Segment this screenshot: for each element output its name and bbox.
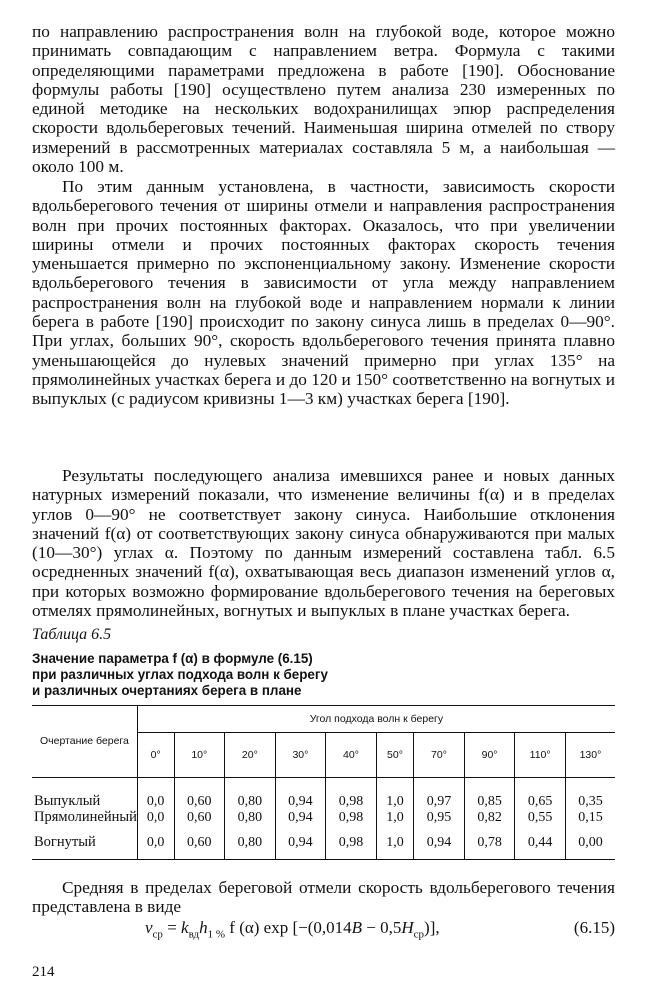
value-cell: 0,94: [414, 825, 465, 859]
value-cell: 0,98: [326, 794, 377, 810]
data-table: [32, 705, 615, 860]
paragraph-1-text: по направлению распространения волн на глубокой воде, которое можно принимать совпадающим с направлением ветра. Формула с такими определяющими параметрами предложена в работе [190]. Обоснование формулы работы [190] осуществлено путем анализа 230 измеренных по единой методике на нескольких водохранилищах эпюр распределения скорости вдольбереговых течений. Наименьшая ширина отмелей по створу измерений в рассмотренных материалах составляла 5 м, а наибольшая — около 100 м.: [32, 22, 615, 177]
value-cell: 0,00: [565, 825, 615, 859]
angle-header-cell: 70°: [414, 733, 465, 778]
value-cell: 1,0: [376, 810, 413, 826]
paragraph-3: [32, 466, 615, 620]
value-cell: 0,95: [414, 810, 465, 826]
value-cell: 1,0: [376, 794, 413, 810]
formula-number: (6.15): [573, 918, 615, 937]
value-cell: 0,60: [174, 810, 225, 826]
angle-header-cell: 30°: [275, 733, 326, 778]
shape-cell: Прямолинейный: [34, 808, 137, 825]
value-cell: 0,85: [464, 794, 515, 810]
angle-header-cell: 10°: [174, 733, 225, 778]
value-cell: 0,98: [326, 825, 377, 859]
value-cell: 0,94: [275, 794, 326, 810]
value-cell: 0,82: [464, 810, 515, 826]
paragraph-4: [32, 878, 615, 917]
table-row: [32, 810, 615, 826]
table-row: [32, 825, 615, 859]
value-cell: 0,60: [174, 825, 225, 859]
table-title-line-3: и различных очертаниях берега в плане: [32, 683, 302, 698]
paragraph-2-text: По этим данным установлена, в частности, зависимость скорости вдольберегового течения от ширины отмели и направления распространения волн при прочих постоянных факторах. Оказалось, что при увеличении ширины отмели и прочих постоянных факторах скорость течения уменьшается примерно по экспоненциальному закону. Изменение скорости вдольберегового течения в зависимости от угла между направлением распространения волн на глубокой воде и направлением нормали к линии берега в работе [190] происходит по закону синуса лишь в пределах 0—90°. При углах, больших 90°, скорость вдольберегового течения принята плавно уменьшающейся до нулевых значений примерно при углах 135° на прямолинейных участках берега и до 120 и 150° соответственно на вогнутых и выпуклых (с радиусом кривизны 1—3 км) участках берега [190].: [32, 177, 615, 409]
value-cell: 1,0: [376, 825, 413, 859]
table-title-line-1: Значение параметра f (α) в формуле (6.15): [32, 651, 313, 666]
value-cell: 0,35: [565, 794, 615, 810]
value-cell: 0,97: [414, 794, 465, 810]
value-cell: 0,65: [515, 794, 566, 810]
paragraph-2: [32, 177, 615, 409]
angle-header-cell: 20°: [225, 733, 276, 778]
value-cell: 0,60: [174, 794, 225, 810]
value-cell: 0,94: [275, 810, 326, 826]
angle-group-header: Угол подхода волн к берегу: [137, 706, 615, 733]
value-cell: 0,80: [225, 825, 276, 859]
value-cell: 0,0: [137, 810, 174, 826]
angle-header-cell: 50°: [376, 733, 413, 778]
table-title-line-2: при различных углах подхода волн к берегу: [32, 667, 328, 682]
shape-cell: Вогнутый: [32, 825, 137, 859]
value-cell: 0,0: [137, 825, 174, 859]
value-cell: 0,55: [515, 810, 566, 826]
value-cell: 0,94: [275, 825, 326, 859]
angle-header-cell: 0°: [137, 733, 174, 778]
value-cell: 0,44: [515, 825, 566, 859]
value-cell: 0,0: [137, 794, 174, 810]
value-cell: 0,15: [565, 810, 615, 826]
value-cell: 0,98: [326, 810, 377, 826]
paragraph-4-text: Средняя в пределах береговой отмели скорость вдольберегового течения представлена в виде: [32, 878, 615, 917]
formula-expression: $v_{ср} = k_{вд}h_{1 \%}$ f (α) $\exp [-(0,014B - 0,5H_{ср})]$,: [145, 918, 440, 941]
paragraph-1: [32, 22, 615, 176]
angle-header-cell: 130°: [565, 733, 615, 778]
angle-header-cell: 90°: [464, 733, 515, 778]
paragraph-3-text: Результаты последующего анализа имевшихся ранее и новых данных натурных измерений показали, что изменение величины f(α) и в пределах углов 0—90° не соответствует закону синуса. Наибольшие отклонения значений f(α) от соответствующих закону синуса обнаруживаются при малых (10—30°) углах α. Поэтому по данным измерений составлена табл. 6.5 осредненных значений f(α), охватывающая весь диапазон изменений углов α, при которых возможно формирование вдольберегового течения на береговых отмелях прямолинейных, вогнутых и выпуклых в плане участках берега.: [32, 466, 615, 621]
shape-column-header: Очертание берега: [32, 706, 137, 778]
shape-cell: Выпуклый: [34, 793, 101, 809]
page-number: 214: [32, 964, 55, 980]
table-label: Таблица 6.5: [32, 626, 112, 643]
angle-header-cell: 40°: [326, 733, 377, 778]
table-title: [32, 651, 532, 699]
angle-header-cell: 110°: [515, 733, 566, 778]
value-cell: 0,80: [225, 794, 276, 810]
table-spacer-row: [32, 778, 615, 795]
value-cell: 0,80: [225, 810, 276, 826]
table-row: [32, 794, 615, 810]
value-cell: 0,78: [464, 825, 515, 859]
